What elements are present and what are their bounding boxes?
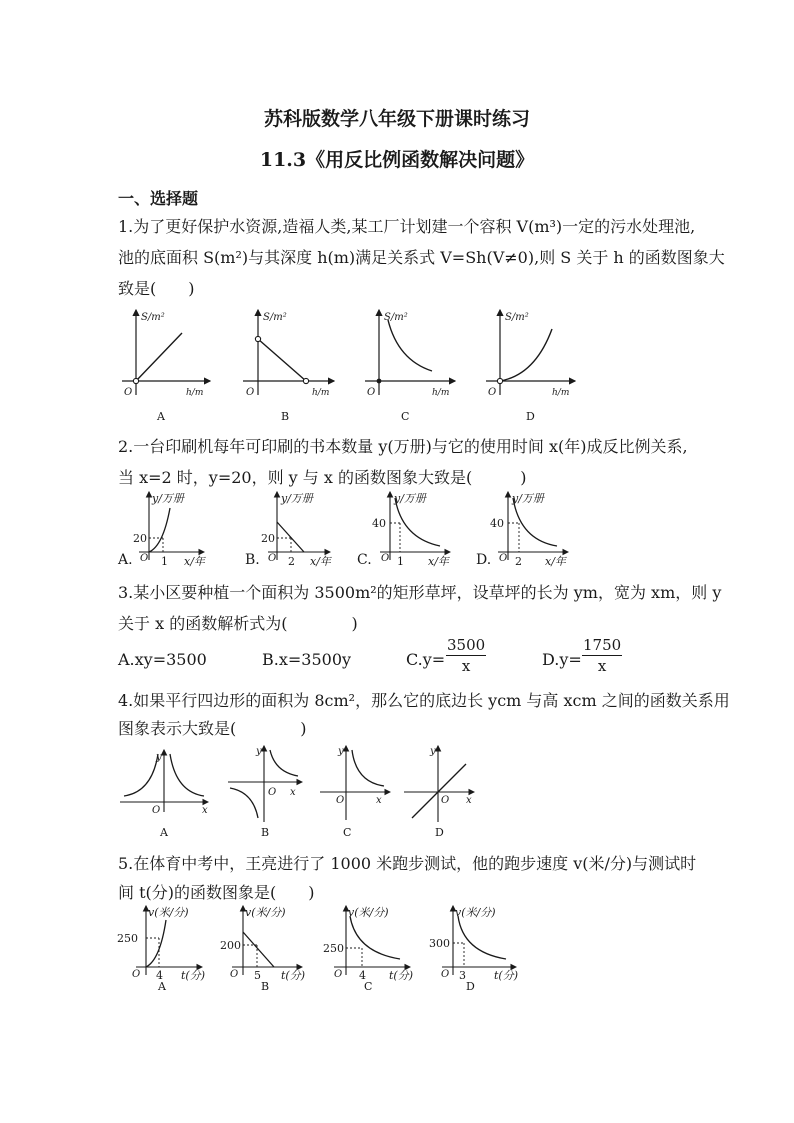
q2-b-origin: O: [268, 553, 277, 564]
q1-d-origin: O: [488, 387, 497, 398]
q1-text-line-1: 1.为了更好保护水资源,造福人类,某工厂计划建一个容积 V(m³)一定的污水处理池,: [118, 217, 696, 236]
q2-graph-a: [117, 492, 206, 568]
q4-a-origin: O: [152, 805, 161, 816]
q2-a-ytick: 20: [133, 532, 147, 545]
q4-d-origin: O: [441, 795, 450, 806]
q4-d-ylabel: y: [430, 746, 436, 757]
q4-c-origin: O: [336, 795, 345, 806]
q4-c-ylabel: y: [338, 746, 344, 757]
q5-option-d: D: [466, 980, 475, 993]
q5-a-ylabel: v(米/分): [148, 906, 189, 919]
q1-graph-c: [365, 310, 455, 423]
q4-graphs: [0, 740, 794, 840]
q2-option-a: A.: [118, 552, 133, 568]
q2-a-ylabel: y/万册: [152, 492, 184, 505]
q4-graph-c: [320, 746, 390, 839]
q2-text-line-2: 当 x=2 时，y=20，则 y 与 x 的函数图象大致是( ): [118, 468, 527, 487]
q5-graph-c: [323, 906, 413, 993]
q4-b-origin: O: [268, 787, 277, 798]
q1-text-line-2: 池的底面积 S(m²)与其深度 h(m)满足关系式 V=Sh(V≠0),则 S 关于 h 的函数图象大: [118, 248, 725, 267]
q4-d-xlabel: x: [466, 795, 472, 806]
page-subtitle: 11.3《用反比例函数解决问题》: [259, 149, 535, 171]
q2-a-xtick: 1: [161, 555, 168, 568]
q2-graphs: [0, 488, 794, 568]
q2-graph-c: [357, 492, 450, 568]
q2-option-d: D.: [476, 552, 492, 568]
q2-a-xlabel: x/年: [184, 555, 205, 568]
q5-option-c: C: [364, 980, 373, 993]
q2-c-ytick: 40: [372, 517, 386, 530]
q1-c-xlabel: h/m: [432, 388, 450, 398]
q3-option-c-prefix: C.y=: [406, 650, 446, 669]
section-heading: 一、选择题: [118, 189, 199, 208]
q1-graph-d: [486, 310, 575, 423]
q2-c-ylabel: y/万册: [394, 492, 426, 505]
q4-graph-b: [228, 746, 302, 839]
q4-option-a: A: [160, 826, 168, 839]
q1-graph-a: [122, 310, 210, 423]
q1-graph-b: [243, 310, 334, 423]
q1-graphs: [0, 305, 794, 425]
q3-text-line-2: 关于 x 的函数解析式为( ): [118, 614, 358, 633]
q3-option-d-denominator: x: [597, 657, 607, 675]
q2-d-origin: O: [499, 553, 508, 564]
q3-option-d-numerator: 1750: [583, 636, 622, 654]
q2-d-ytick: 40: [490, 517, 504, 530]
q5-b-xtick: 5: [254, 969, 261, 982]
q2-b-ytick: 20: [261, 532, 275, 545]
q5-a-xtick: 4: [156, 969, 163, 982]
q1-text-line-3: 致是( ): [118, 279, 195, 298]
q5-c-xtick: 4: [359, 969, 366, 982]
q5-d-origin: O: [441, 969, 450, 980]
q5-c-ylabel: v(米/分): [348, 906, 389, 919]
q4-text-line-1: 4.如果平行四边形的面积为 8cm²，那么它的底边长 ycm 与高 xcm 之间的函数关系用: [118, 691, 730, 710]
q4-b-ylabel: y: [256, 746, 262, 757]
q2-a-origin: O: [140, 553, 149, 564]
q5-b-ylabel: v(米/分): [245, 906, 286, 919]
page-title: 苏科版数学八年级下册课时练习: [263, 108, 530, 130]
q4-option-c: C: [343, 826, 352, 839]
q5-a-origin: O: [132, 969, 141, 980]
q5-d-ytick: 300: [429, 937, 450, 950]
q2-c-xlabel: x/年: [428, 555, 449, 568]
q3-option-d-prefix: D.y=: [542, 650, 582, 669]
q1-option-c: C: [401, 410, 410, 423]
q5-graphs: [0, 902, 794, 994]
q5-c-origin: O: [334, 969, 343, 980]
q5-c-ytick: 250: [323, 942, 344, 955]
q5-text-line-2: 间 t(分)的函数图象是( ): [118, 883, 315, 902]
q1-d-xlabel: h/m: [552, 388, 570, 398]
q5-c-xlabel: t(分): [389, 969, 414, 982]
q2-d-xlabel: x/年: [545, 555, 566, 568]
q1-d-ylabel: S/m²: [505, 312, 529, 323]
q2-c-origin: O: [381, 553, 390, 564]
q1-c-ylabel: S/m²: [384, 312, 408, 323]
q5-d-ylabel: v(米/分): [455, 906, 496, 919]
q2-text-line-1: 2.一台印刷机每年可印刷的书本数量 y(万册)与它的使用时间 x(年)成反比例关系,: [118, 437, 688, 456]
q1-option-a: A: [157, 410, 165, 423]
q5-d-xtick: 3: [459, 969, 466, 982]
q1-option-d: D: [526, 410, 535, 423]
q5-option-b: B: [261, 980, 270, 993]
q5-a-ytick: 250: [117, 932, 138, 945]
q2-option-b: B.: [245, 552, 260, 568]
q2-b-ylabel: y/万册: [281, 492, 313, 505]
q2-option-c: C.: [357, 552, 372, 568]
q4-graph-a: [120, 750, 208, 839]
q5-graph-b: [220, 906, 305, 993]
q5-b-origin: O: [230, 969, 239, 980]
q2-b-xlabel: x/年: [310, 555, 331, 568]
q4-option-b: B: [261, 826, 270, 839]
q5-text-line-1: 5.在体育中考中，王亮进行了 1000 米跑步测试，他的跑步速度 v(米/分)与测试时: [118, 854, 697, 873]
q4-option-d: D: [435, 826, 444, 839]
q5-b-xlabel: t(分): [281, 969, 306, 982]
q1-b-origin: O: [246, 387, 255, 398]
q1-a-xlabel: h/m: [186, 388, 204, 398]
q2-c-xtick: 1: [397, 555, 404, 568]
q5-b-ytick: 200: [220, 939, 241, 952]
q5-graph-d: [429, 906, 518, 993]
q2-b-xtick: 2: [288, 555, 295, 568]
q4-c-xlabel: x: [376, 795, 382, 806]
q4-a-ylabel: y: [156, 752, 162, 763]
q3-option-a: A.xy=3500: [118, 650, 207, 669]
q1-b-xlabel: h/m: [312, 388, 330, 398]
q5-d-xlabel: t(分): [494, 969, 519, 982]
q1-b-ylabel: S/m²: [263, 312, 287, 323]
q3-option-b: B.x=3500y: [262, 650, 352, 669]
q3-option-d-fraction: [582, 636, 622, 675]
q2-graph-d: [476, 492, 568, 568]
q4-text-line-2: 图象表示大致是( ): [118, 719, 307, 738]
q5-a-xlabel: t(分): [181, 969, 206, 982]
q4-a-xlabel: x: [202, 805, 208, 816]
q4-b-xlabel: x: [290, 787, 296, 798]
q5-option-a: A: [158, 980, 166, 993]
q2-graph-b: [245, 492, 332, 568]
q2-d-ylabel: y/万册: [512, 492, 544, 505]
q5-graph-a: [117, 906, 205, 993]
q3-text-line-1: 3.某小区要种植一个面积为 3500m²的矩形草坪，设草坪的长为 ym，宽为 xm，则 y: [118, 583, 722, 602]
q3-option-c-denominator: x: [461, 657, 471, 675]
q4-graph-d: [404, 746, 474, 839]
q3-option-c-fraction: [446, 636, 486, 675]
q1-option-b: B: [281, 410, 290, 423]
q1-c-origin: O: [367, 387, 376, 398]
q1-a-ylabel: S/m²: [141, 312, 165, 323]
q3-option-c-numerator: 3500: [447, 636, 486, 654]
q2-d-xtick: 2: [515, 555, 522, 568]
q1-a-origin: O: [124, 387, 133, 398]
